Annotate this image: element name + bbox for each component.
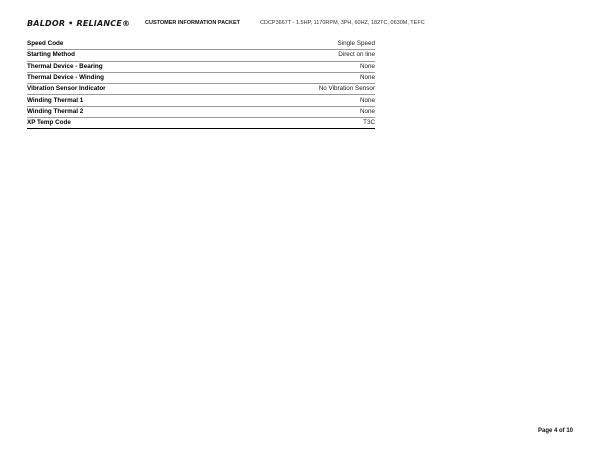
spec-label: Thermal Device - Winding [27, 72, 230, 83]
document-title: CUSTOMER INFORMATION PACKET [145, 20, 241, 26]
table-row [27, 106, 375, 117]
spec-label: Winding Thermal 2 [27, 106, 230, 117]
spec-value: Direct on line [230, 50, 375, 61]
spec-value: None [230, 61, 375, 72]
brand-logo: BALDOR • RELIANCE® [27, 18, 131, 28]
spec-value: None [230, 106, 375, 117]
spec-value: T3C [230, 118, 375, 129]
spec-label: Vibration Sensor Indicator [27, 84, 230, 95]
table-row [27, 72, 375, 83]
table-row [27, 61, 375, 72]
table-row [27, 118, 375, 129]
spec-value: No Vibration Sensor [230, 84, 375, 95]
page-header [27, 17, 425, 29]
spec-label: Starting Method [27, 50, 230, 61]
spec-value: Single Speed [230, 39, 375, 50]
page-number: Page 4 of 10 [537, 428, 573, 434]
specs-table [27, 39, 375, 129]
table-row [27, 95, 375, 106]
table-row [27, 84, 375, 95]
spec-label: Thermal Device - Bearing [27, 61, 230, 72]
table-row [27, 50, 375, 61]
spec-label: XP Temp Code [27, 118, 230, 129]
spec-label: Speed Code [27, 39, 230, 50]
spec-value: None [230, 95, 375, 106]
table-row [27, 39, 375, 50]
spec-label: Winding Thermal 1 [27, 95, 230, 106]
spec-value: None [230, 72, 375, 83]
document-subtitle: CDCP3667T - 1.5HP, 1170RPM, 3PH, 60HZ, 182TC, 0630M, TEFC [260, 20, 425, 26]
